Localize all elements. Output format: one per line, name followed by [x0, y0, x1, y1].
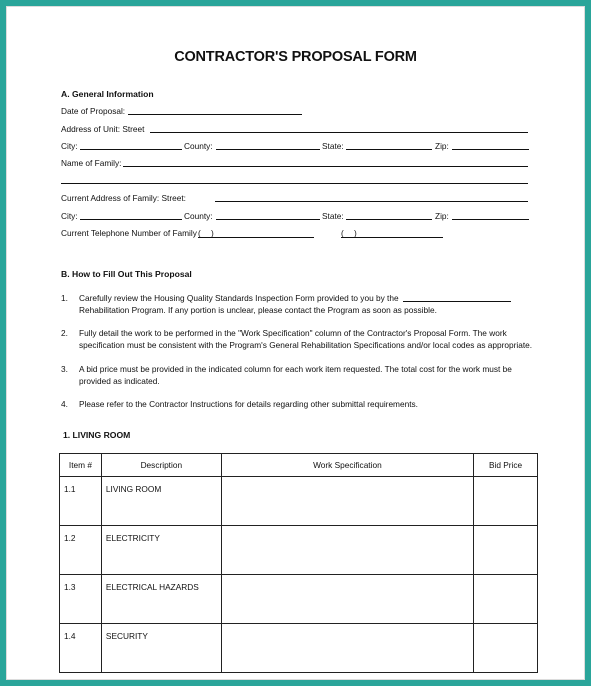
instruction-3-line-2: provided as indicated.: [79, 376, 160, 386]
current-city-label: City:: [61, 211, 78, 221]
current-county-label: County:: [184, 211, 213, 221]
instruction-2-line-1: Fully detail the work to be performed in the "Work Specification" column of the Contractor's Proposal Form. The work: [79, 328, 507, 338]
work-specification-cell[interactable]: [221, 526, 473, 575]
date-field[interactable]: [128, 114, 302, 115]
phone-paren-open-1: (: [198, 228, 201, 238]
phone-paren-open-2: (: [341, 228, 344, 238]
table-row: [60, 526, 538, 575]
description-cell: SECURITY: [101, 624, 221, 673]
column-header-item: Item #: [60, 454, 102, 477]
document-page: [6, 6, 585, 680]
date-label: Date of Proposal:: [61, 106, 126, 116]
item-number-cell: 1.3: [60, 575, 102, 624]
table-row: [60, 575, 538, 624]
county-label: County:: [184, 141, 213, 151]
bid-price-cell[interactable]: [474, 477, 538, 526]
current-zip-field[interactable]: [452, 219, 529, 220]
instruction-1-number: 1.: [61, 293, 68, 303]
state-field[interactable]: [346, 149, 432, 150]
instruction-4-line-1: Please refer to the Contractor Instructions for details regarding other submittal requirements.: [79, 399, 418, 409]
family-label: Name of Family:: [61, 158, 122, 168]
phone-field-1[interactable]: [198, 237, 314, 238]
description-cell: ELECTRICITY: [101, 526, 221, 575]
column-header-description: Description: [101, 454, 221, 477]
column-header-bid-price: Bid Price: [474, 454, 538, 477]
item-number-cell: 1.1: [60, 477, 102, 526]
phone-label: Current Telephone Number of Family: [61, 228, 197, 238]
instruction-1-line-2: Rehabilitation Program. If any portion is unclear, please contact the Program as soon as possible.: [79, 305, 437, 315]
bid-price-cell[interactable]: [474, 526, 538, 575]
table-header-row: [60, 454, 538, 477]
work-specification-cell[interactable]: [221, 624, 473, 673]
item-number-cell: 1.2: [60, 526, 102, 575]
instruction-3-number: 3.: [61, 364, 68, 374]
program-name-field[interactable]: [403, 301, 511, 302]
address-label: Address of Unit: Street: [61, 124, 145, 134]
instruction-3-line-1: A bid price must be provided in the indicated column for each work item requested. The total cost for the work must be: [79, 364, 512, 374]
phone-paren-close-1: ): [211, 228, 214, 238]
current-zip-label: Zip:: [435, 211, 449, 221]
zip-label: Zip:: [435, 141, 449, 151]
phone-paren-close-2: ): [354, 228, 357, 238]
instruction-1-line-1: Carefully review the Housing Quality Standards Inspection Form provided to you by the: [79, 293, 399, 303]
zip-field[interactable]: [452, 149, 529, 150]
bid-price-cell[interactable]: [474, 575, 538, 624]
bid-price-cell[interactable]: [474, 624, 538, 673]
living-room-heading: 1. LIVING ROOM: [63, 430, 131, 440]
family-field-line-2[interactable]: [61, 183, 528, 184]
phone-field-2[interactable]: [341, 237, 443, 238]
city-label: City:: [61, 141, 78, 151]
instruction-2-line-2: specification must be consistent with the Program's General Rehabilitation Specifications and/or local codes as appropriate.: [79, 340, 533, 350]
county-field[interactable]: [216, 149, 320, 150]
section-a-heading: A. General Information: [61, 89, 154, 99]
instruction-2-number: 2.: [61, 328, 68, 338]
section-b-heading: B. How to Fill Out This Proposal: [61, 269, 192, 279]
form-title: CONTRACTOR'S PROPOSAL FORM: [174, 49, 417, 65]
current-county-field[interactable]: [216, 219, 320, 220]
city-field[interactable]: [80, 149, 182, 150]
work-specification-cell[interactable]: [221, 575, 473, 624]
current-address-field[interactable]: [215, 201, 528, 202]
description-cell: LIVING ROOM: [101, 477, 221, 526]
address-field[interactable]: [150, 132, 528, 133]
current-address-label: Current Address of Family: Street:: [61, 193, 186, 203]
work-items-table: [59, 453, 538, 673]
work-specification-cell[interactable]: [221, 477, 473, 526]
instruction-4-number: 4.: [61, 399, 68, 409]
table-row: [60, 624, 538, 673]
current-state-field[interactable]: [346, 219, 432, 220]
current-state-label: State:: [322, 211, 344, 221]
state-label: State:: [322, 141, 344, 151]
description-cell: ELECTRICAL HAZARDS: [101, 575, 221, 624]
column-header-work-specification: Work Specification: [221, 454, 473, 477]
item-number-cell: 1.4: [60, 624, 102, 673]
table-row: [60, 477, 538, 526]
family-field[interactable]: [123, 166, 528, 167]
current-city-field[interactable]: [80, 219, 182, 220]
